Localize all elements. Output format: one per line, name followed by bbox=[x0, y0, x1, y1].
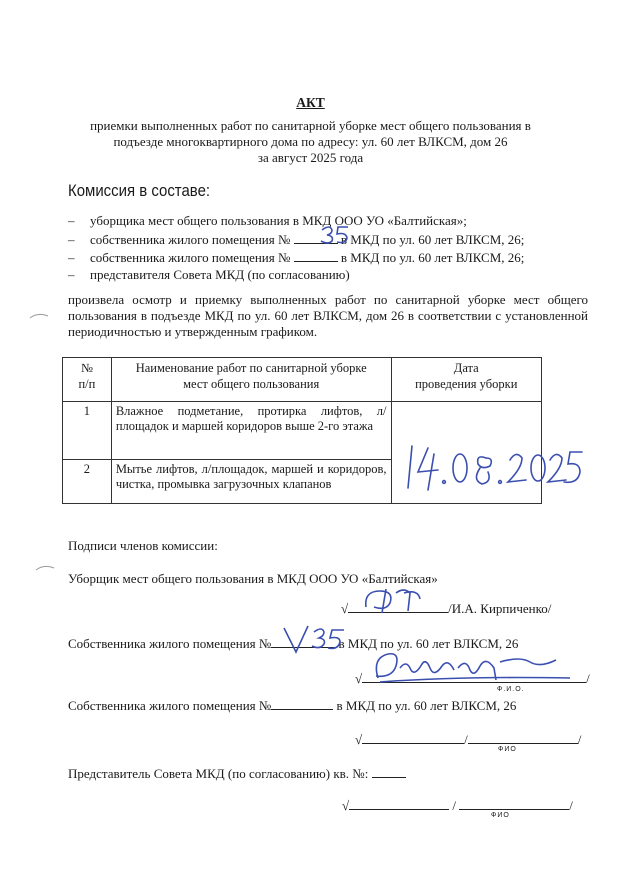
owner2-signature-label: Собственника жилого помещения № в МКД по ул. 60 лет ВЛКСМ, 26 bbox=[68, 698, 517, 713]
header-num: № п/п bbox=[63, 358, 112, 402]
row-number: 1 bbox=[63, 402, 112, 460]
signatures-heading: Подписи членов комиссии: bbox=[68, 538, 218, 553]
council-signature-line: √ / / bbox=[342, 798, 573, 813]
header-date: Дата проведения уборки bbox=[391, 358, 541, 402]
cleaner-signature-line: √ /И.А. Кирпиченко/ bbox=[341, 601, 552, 616]
inspection-paragraph: произвела осмотр и приемку выполненных работ по санитарной уборке мест общего пользования в подъезде МКД по ул. 60 лет ВЛКСМ, дом 26 в соответствии с установленной периодичностью и утвержденным графиком. bbox=[68, 292, 588, 339]
commission-member-4: – представителя Совета МКД (по согласованию) bbox=[68, 267, 350, 282]
row-work: Мытье лифтов, л/площадок, маршей и коридоров, чистка, промывка загрузочных клапанов bbox=[111, 460, 391, 504]
row-number: 2 bbox=[63, 460, 112, 504]
cleaning-date-cell bbox=[391, 402, 541, 504]
owner2-fio-caption: ФИО bbox=[498, 746, 517, 753]
cleaner-signature-label: Уборщик мест общего пользования в МКД ООО УО «Балтийская» bbox=[68, 571, 438, 586]
apartment-blank bbox=[294, 231, 338, 244]
council-representative-label: Представитель Совета МКД (по согласованию) кв. №: bbox=[68, 765, 406, 782]
table-row bbox=[63, 402, 542, 460]
owner1-fio-caption: Ф.И.О. bbox=[497, 686, 525, 693]
commission-member-1: – уборщика мест общего пользования в МКД ООО УО «Балтийская»; bbox=[68, 213, 467, 228]
document-subtitle-line2: подъезде многоквартирного дома по адресу: ул. 60 лет ВЛКСМ, дом 26 bbox=[113, 134, 508, 149]
header-work: Наименование работ по санитарной уборке мест общего пользования bbox=[111, 358, 391, 402]
commission-member-2: – собственника жилого помещения № в МКД по ул. 60 лет ВЛКСМ, 26; bbox=[68, 232, 525, 247]
document-subtitle-line3: за август 2025 года bbox=[257, 150, 364, 165]
commission-heading: Комиссия в составе: bbox=[68, 181, 211, 200]
owner2-signature-line: √ / / bbox=[355, 732, 582, 747]
document-title: АКТ bbox=[296, 95, 325, 110]
margin-mark bbox=[28, 312, 52, 322]
margin-mark bbox=[34, 564, 58, 574]
council-fio-caption: ФИО bbox=[491, 812, 510, 819]
commission-member-3: – собственника жилого помещения № в МКД по ул. 60 лет ВЛКСМ, 26; bbox=[68, 250, 525, 265]
apartment-blank bbox=[294, 249, 338, 262]
works-table bbox=[62, 357, 542, 504]
owner1-signature-label: Собственника жилого помещения № в МКД по ул. 60 лет ВЛКСМ, 26 bbox=[68, 636, 519, 651]
table-header-row bbox=[63, 358, 542, 402]
document-subtitle-line1: приемки выполненных работ по санитарной уборке мест общего пользования в bbox=[90, 118, 531, 133]
owner1-signature-line: √ / bbox=[355, 671, 590, 686]
row-work: Влажное подметание, протирка лифтов, л/площадок и маршей коридоров выше 2-го этажа bbox=[111, 402, 391, 460]
